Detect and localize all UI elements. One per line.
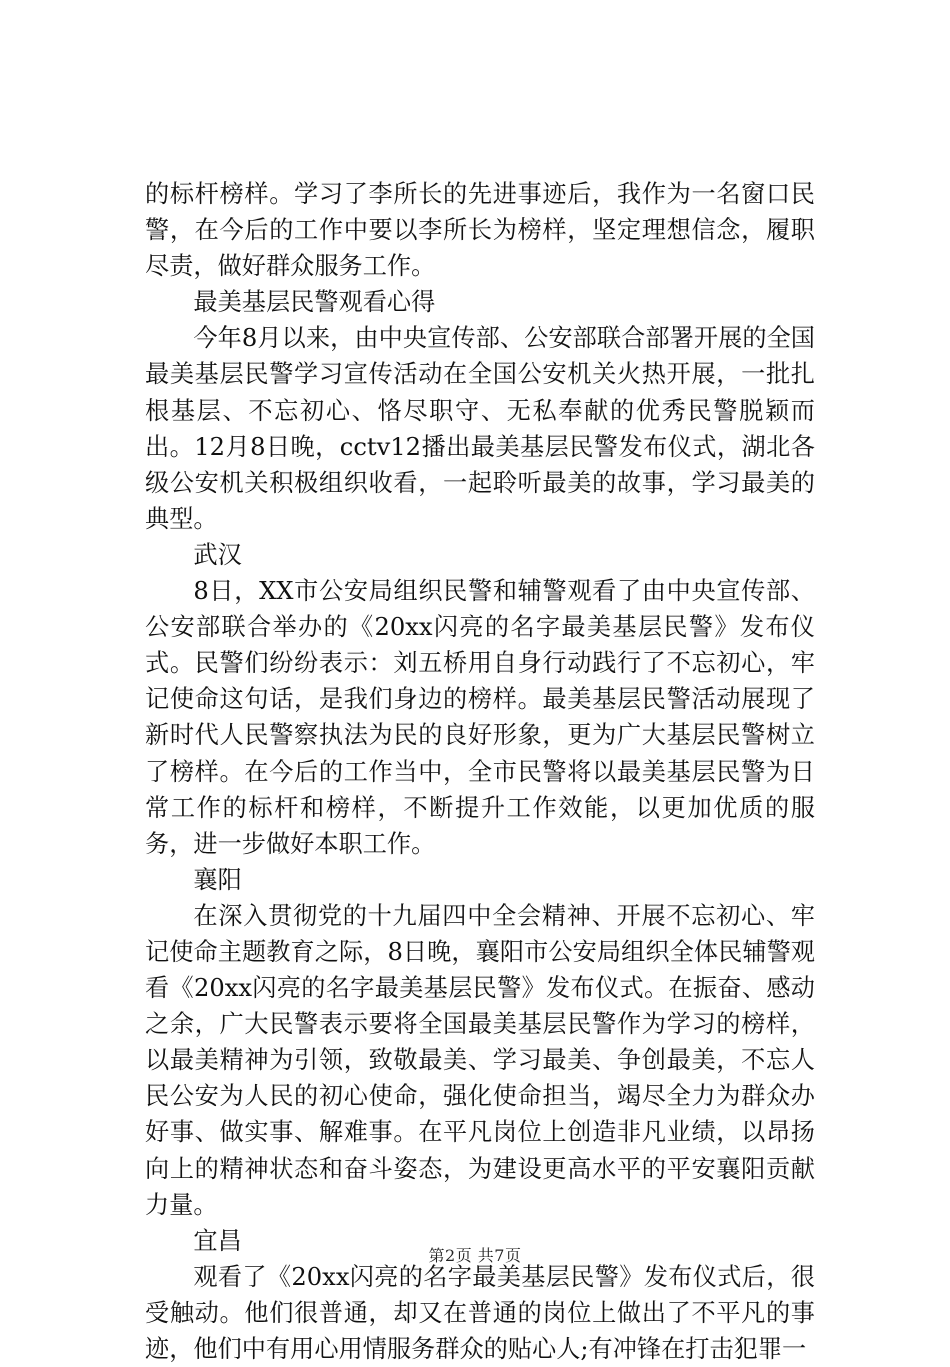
section-heading: 最美基层民警观看心得	[193, 288, 436, 317]
paragraph-yichang: 观看了《20xx闪亮的名字最美基层民警》发布仪式后，很受触动。他们很普通，却又在普通的岗位上做出了不平凡的事迹，他们中有用心用情服务群众的贴心人;有冲锋在打击犯罪一	[145, 1262, 815, 1363]
page-footer: 第2页 共7页	[428, 1246, 522, 1265]
paragraph-intro: 今年8月以来，由中央宣传部、公安部联合部署开展的全国最美基层民警学习宣传活动在全国公安机关火热开展，一批扎根基层、不忘初心、恪尽职守、无私奉献的优秀民警脱颖而出。12月8日晚，cctv12播出最美基层民警发布仪式，湖北各级公安机关积极组织收看，一起聆听最美的故事，学习最美的典型。	[145, 324, 815, 533]
paragraph-xiangyang: 在深入贯彻党的十九届四中全会精神、开展不忘初心、牢记使命主题教育之际，8日晚，襄阳市公安局组织全体民辅警观看《20xx闪亮的名字最美基层民警》发布仪式。在振奋、感动之余，广大民警表示要将全国最美基层民警作为学习的榜样，以最美精神为引领，致敬最美、学习最美、争创最美，不忘人民公安为人民的初心使命，强化使命担当，竭尽全力为群众办好事、做实事、解难事。在平凡岗位上创造非凡业绩，以昂扬向上的精神状态和奋斗姿态，为建设更高水平的平安襄阳贡献力量。	[145, 901, 815, 1219]
section-heading-yichang: 宜昌	[193, 1226, 242, 1255]
section-heading-wuhan: 武汉	[193, 540, 242, 569]
paragraph-wuhan: 8日，XX市公安局组织民警和辅警观看了由中央宣传部、公安部联合举办的《20xx闪亮的名字最美基层民警》发布仪式。民警们纷纷表示：刘五桥用自身行动践行了不忘初心，牢记使命这句话，是我们身边的榜样。最美基层民警活动展现了新时代人民警察执法为民的良好形象，更为广大基层民警树立了榜样。在今后的工作当中，全市民警将以最美基层民警为日常工作的标杆和榜样，不断提升工作效能，以更加优质的服务，进一步做好本职工作。	[145, 577, 815, 858]
document-body	[145, 176, 815, 1367]
paragraph-continuation: 的标杆榜样。学习了李所长的先进事迹后，我作为一名窗口民警，在今后的工作中要以李所长为榜样，坚定理想信念，履职尽责，做好群众服务工作。	[145, 180, 815, 281]
section-heading-xiangyang: 襄阳	[193, 865, 242, 894]
